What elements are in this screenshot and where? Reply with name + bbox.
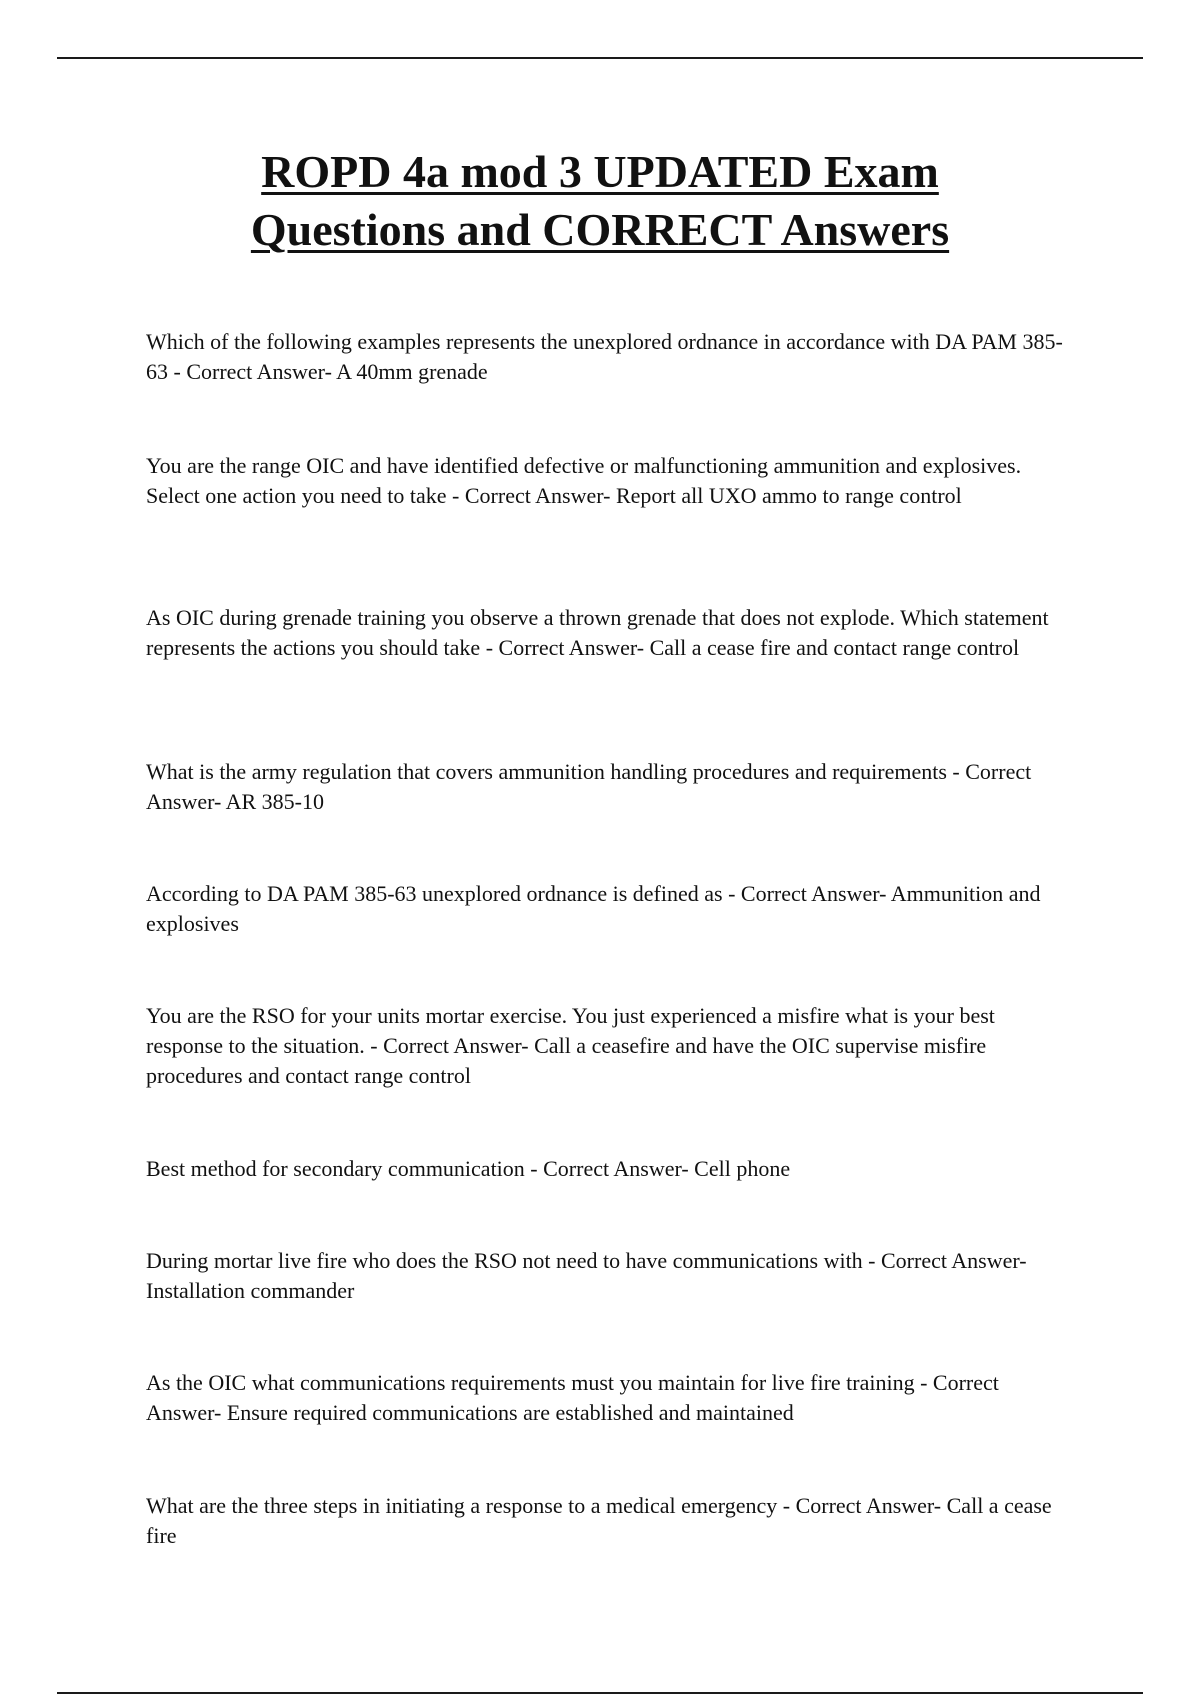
- title-line-2: Questions and CORRECT Answers: [250, 204, 950, 255]
- title-line-1: ROPD 4a mod 3 UPDATED Exam: [261, 146, 939, 197]
- bottom-rule: [57, 1692, 1143, 1694]
- qa-item-2: You are the range OIC and have identified defective or malfunctioning ammunition and explosives. Select one action you need to take - Correct Answer- Report all UXO ammo to range control: [146, 453, 1022, 508]
- qa-item-1: Which of the following examples represents the unexplored ordnance in accordance with DA PAM 385-63 - Correct Answer- A 40mm grenade: [146, 329, 1063, 384]
- qa-item-5: According to DA PAM 385-63 unexplored ordnance is defined as - Correct Answer- Ammunition and explosives: [146, 881, 1041, 936]
- qa-item-10: What are the three steps in initiating a response to a medical emergency - Correct Answer- Call a cease fire: [146, 1493, 1052, 1548]
- document-title: [0, 143, 1200, 259]
- qa-item-7: Best method for secondary communication - Correct Answer- Cell phone: [146, 1156, 791, 1181]
- qa-item-4: What is the army regulation that covers ammunition handling procedures and requirements - Correct Answer- AR 385-10: [146, 759, 1032, 814]
- qa-item-3: As OIC during grenade training you observe a thrown grenade that does not explode. Which statement represents the actions you should take - Correct Answer- Call a cease fire and contact range control: [146, 605, 1049, 660]
- qa-item-9: As the OIC what communications requirements must you maintain for live fire training - Correct Answer- Ensure required communications are established and maintained: [146, 1370, 999, 1425]
- top-rule: [57, 57, 1143, 59]
- qa-item-8: During mortar live fire who does the RSO not need to have communications with - Correct Answer- Installation commander: [146, 1248, 1027, 1303]
- qa-item-6: You are the RSO for your units mortar exercise. You just experienced a misfire what is your best response to the situation. - Correct Answer- Call a ceasefire and have the OIC supervise misfire procedures and contact range control: [146, 1003, 995, 1088]
